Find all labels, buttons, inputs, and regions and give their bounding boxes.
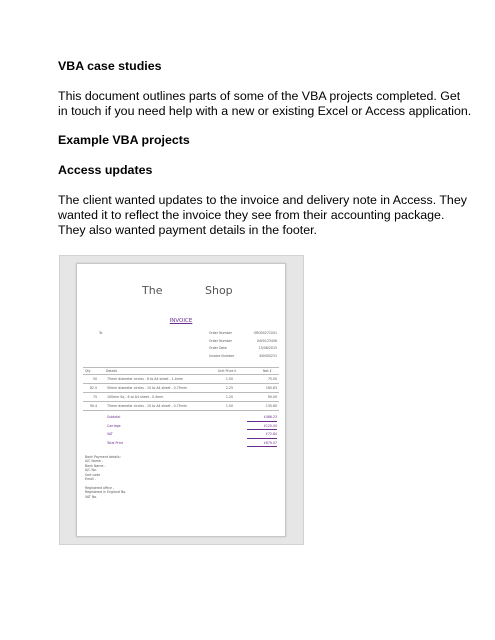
col-qty: Qty	[85, 369, 91, 373]
col-details: Details	[106, 369, 118, 373]
line-unit-price: 1.50	[225, 404, 233, 408]
col-unit-price: Unit Price £	[218, 369, 237, 373]
col-net: Net £	[263, 369, 272, 373]
total-underline	[247, 438, 277, 439]
footer-line: Registered office -	[85, 485, 114, 490]
intro-line-2: in touch if you need help with a new or existing Excel or Access application.	[58, 104, 472, 118]
line-unit-price: 2.25	[225, 386, 233, 390]
total-underline	[247, 446, 277, 447]
line-qty: 82.5	[89, 386, 97, 390]
meta-value: ORD00271001	[253, 331, 277, 335]
total-value: £486.23	[263, 415, 277, 419]
meta-value: IN0000231	[259, 353, 277, 358]
total-label: VAT	[107, 432, 113, 436]
total-label: Total Price	[107, 440, 124, 445]
line-unit-price: 1.50	[225, 377, 233, 381]
line-details: 75mm diameter circles - 10 to A4 sheet - 0.75mm	[107, 404, 187, 408]
line-qty: 90.4	[89, 404, 97, 408]
invoice-page	[76, 263, 286, 537]
total-value: £679.07	[263, 440, 277, 445]
line-details: 50mm diameter circles - 10 to A4 sheet - 0.75mm	[107, 386, 187, 390]
line-unit-price: 1.20	[225, 395, 233, 399]
body-line-2: wanted it to reflect the invoice they see from their accounting package.	[58, 208, 445, 222]
line-rule	[83, 410, 279, 411]
footer-line: A/C Name -	[85, 459, 104, 464]
body-line-1: The client wanted updates to the invoice and delivery note in Access. They	[58, 193, 467, 207]
total-label: Subtotal	[107, 415, 121, 419]
line-details: 100mm Sq - 6 to A4 sheet - 0.4mm	[107, 395, 164, 399]
meta-value: INV0123456	[257, 338, 277, 343]
total-label: Carriage	[107, 423, 121, 428]
total-underline	[247, 421, 277, 422]
body-line-3: They also wanted payment details in the footer.	[58, 223, 317, 237]
footer-line: Bank Name -	[85, 463, 106, 468]
meta-label: Order Number	[209, 331, 232, 335]
line-rule	[83, 383, 279, 384]
shop-title-right: Shop	[205, 284, 233, 297]
meta-label: Order Number	[209, 338, 232, 343]
line-net: 135.60	[265, 404, 277, 408]
footer-line: Email -	[85, 477, 97, 481]
total-value: £72.84	[265, 432, 277, 436]
section-heading: Example VBA projects	[58, 133, 190, 147]
footer-line: A/C No.	[85, 468, 97, 473]
document-heading: VBA case studies	[58, 59, 162, 73]
line-net: 185.63	[265, 386, 277, 390]
footer-line: Bank Payment details:	[85, 455, 121, 459]
line-qty: 50	[92, 377, 97, 381]
subsection-heading: Access updates	[58, 163, 153, 177]
line-qty: 75	[92, 395, 97, 399]
meta-value: 13/08/2015	[258, 346, 277, 350]
to-label: To	[99, 331, 103, 335]
line-net: 75.00	[267, 377, 277, 381]
footer-line: Registered in England No.	[85, 490, 127, 495]
invoice-label: INVOICE	[169, 318, 193, 324]
meta-label: Invoice Number	[209, 353, 235, 358]
line-rule	[83, 392, 279, 393]
total-underline	[247, 429, 277, 430]
invoice-screenshot	[59, 255, 304, 545]
shop-title-left: The	[142, 284, 163, 297]
line-net: 90.00	[267, 395, 277, 399]
meta-label: Order Date	[209, 346, 227, 350]
table-header-rule	[83, 374, 279, 375]
line-rule	[83, 401, 279, 402]
total-value: £120.00	[263, 423, 277, 428]
intro-line-1: This document outlines parts of some of the VBA projects completed. Get	[58, 89, 461, 103]
footer-line: Sort code	[85, 472, 101, 477]
footer-line: VAT No.	[85, 494, 98, 499]
table-top-rule	[83, 367, 279, 368]
line-details: 75mm diameter circles - 6 to A4 sheet - 1.4mm	[107, 377, 183, 381]
